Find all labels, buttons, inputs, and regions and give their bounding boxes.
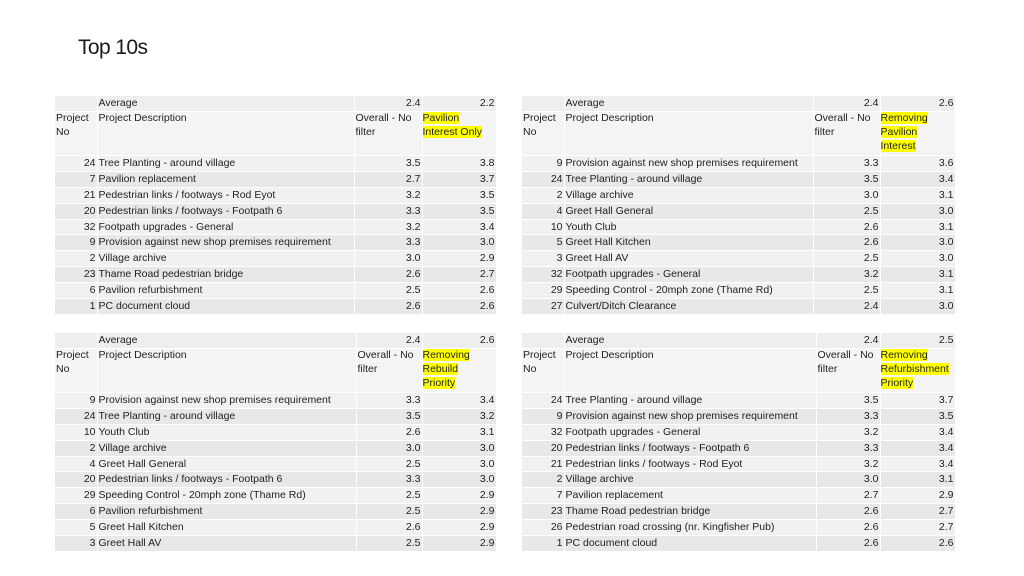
overall-score: 3.3 xyxy=(816,408,880,424)
header-line: Priority xyxy=(422,376,456,389)
table-row xyxy=(522,424,955,440)
project-description: Greet Hall Kitchen xyxy=(564,235,813,251)
scenario-score: 3.1 xyxy=(880,283,955,299)
project-no: 7 xyxy=(55,171,97,187)
project-description: PC document cloud xyxy=(564,536,816,552)
table-row xyxy=(55,392,496,408)
project-no: 4 xyxy=(522,203,564,219)
header-line: Interest Only xyxy=(422,125,483,138)
overall-score: 2.6 xyxy=(813,235,880,251)
header-scenario xyxy=(880,111,955,155)
overall-score: 2.5 xyxy=(356,536,422,552)
column-header-row xyxy=(55,348,496,392)
header-overall-no-filter xyxy=(356,348,422,392)
average-overall: 2.4 xyxy=(354,96,422,111)
table-row xyxy=(55,171,496,187)
project-description: Thame Road pedestrian bridge xyxy=(97,267,354,283)
table-row xyxy=(522,536,955,552)
table-row xyxy=(522,155,955,171)
header-project-description: Project Description xyxy=(564,111,813,155)
scenario-score: 3.1 xyxy=(880,267,955,283)
project-description: Provision against new shop premises requirement xyxy=(97,235,354,251)
scenario-score: 3.8 xyxy=(422,155,496,171)
overall-score: 2.5 xyxy=(813,203,880,219)
column-header-row xyxy=(522,348,955,392)
project-description: Pavilion replacement xyxy=(97,171,354,187)
project-description: Footpath upgrades - General xyxy=(564,267,813,283)
project-no: 10 xyxy=(522,219,564,235)
overall-score: 3.2 xyxy=(354,219,422,235)
table-row xyxy=(522,299,955,315)
project-description: Village archive xyxy=(97,251,354,267)
project-description: Footpath upgrades - General xyxy=(97,219,354,235)
project-description: Speeding Control - 20mph zone (Thame Rd) xyxy=(564,283,813,299)
project-no: 23 xyxy=(522,504,564,520)
project-description: Thame Road pedestrian bridge xyxy=(564,504,816,520)
header-line: No xyxy=(523,125,537,138)
scenario-score: 3.1 xyxy=(880,187,955,203)
header-line: Project xyxy=(523,348,556,361)
overall-score: 2.6 xyxy=(354,299,422,315)
table-row xyxy=(55,155,496,171)
project-description: Pedestrian road crossing (nr. Kingfisher Pub) xyxy=(564,520,816,536)
project-description: Tree Planting - around village xyxy=(97,408,356,424)
project-no: 2 xyxy=(522,472,564,488)
header-scenario-highlight xyxy=(423,112,483,140)
project-no: 26 xyxy=(522,520,564,536)
overall-score: 2.5 xyxy=(813,283,880,299)
project-description: Pedestrian links / footways - Footpath 6 xyxy=(97,203,354,219)
project-description: Tree Planting - around village xyxy=(97,155,354,171)
overall-score: 2.7 xyxy=(354,171,422,187)
overall-score: 2.6 xyxy=(816,536,880,552)
table-row xyxy=(55,283,496,299)
overall-score: 3.3 xyxy=(356,392,422,408)
project-no: 23 xyxy=(55,267,97,283)
top10-table-overall-vs-pavilion-interest xyxy=(55,96,497,315)
average-scenario: 2.5 xyxy=(880,333,955,348)
project-description: Tree Planting - around village xyxy=(564,392,816,408)
header-line: filter xyxy=(814,125,835,138)
scenario-score: 3.1 xyxy=(880,472,955,488)
scenario-score: 2.9 xyxy=(880,488,955,504)
table-row xyxy=(55,424,496,440)
average-spacer-cell xyxy=(522,96,564,111)
scenario-score: 3.7 xyxy=(880,392,955,408)
header-line: filter xyxy=(357,362,378,375)
project-description: Provision against new shop premises requirement xyxy=(564,155,813,171)
overall-score: 2.6 xyxy=(813,219,880,235)
table-row xyxy=(522,472,955,488)
scenario-score: 3.0 xyxy=(422,440,496,456)
project-no: 9 xyxy=(55,392,97,408)
overall-score: 2.6 xyxy=(356,520,422,536)
overall-score: 3.3 xyxy=(354,203,422,219)
overall-score: 2.5 xyxy=(356,456,422,472)
header-overall-no-filter xyxy=(816,348,880,392)
header-scenario xyxy=(422,111,496,155)
table-row xyxy=(55,203,496,219)
average-scenario: 2.6 xyxy=(422,333,496,348)
overall-score: 3.3 xyxy=(816,440,880,456)
header-line: Overall - No xyxy=(357,348,414,361)
overall-score: 3.3 xyxy=(354,235,422,251)
header-line: filter xyxy=(817,362,838,375)
project-description: Greet Hall AV xyxy=(97,536,356,552)
scenario-score: 3.4 xyxy=(422,219,496,235)
project-description: Village archive xyxy=(564,472,816,488)
top10-table-removing-rebuild-priority xyxy=(55,333,497,552)
project-no: 27 xyxy=(522,299,564,315)
scenario-score: 2.7 xyxy=(422,267,496,283)
table-row xyxy=(55,536,496,552)
scenario-score: 3.0 xyxy=(422,456,496,472)
project-no: 24 xyxy=(522,171,564,187)
table-row xyxy=(55,488,496,504)
scenario-score: 3.2 xyxy=(422,408,496,424)
scenario-score: 3.1 xyxy=(880,219,955,235)
project-no: 6 xyxy=(55,283,97,299)
project-no: 32 xyxy=(522,424,564,440)
project-no: 24 xyxy=(55,408,97,424)
header-line: Interest xyxy=(880,139,916,152)
overall-score: 2.5 xyxy=(356,504,422,520)
overall-score: 2.6 xyxy=(356,424,422,440)
overall-score: 2.5 xyxy=(356,488,422,504)
project-description: Village archive xyxy=(564,187,813,203)
header-project-no xyxy=(522,348,564,392)
top10-table-removing-refurbishment-priority xyxy=(522,333,956,552)
overall-score: 3.2 xyxy=(816,456,880,472)
top10-table-removing-pavilion-interest xyxy=(522,96,956,315)
header-line: Overall - No xyxy=(814,111,871,124)
overall-score: 3.5 xyxy=(813,171,880,187)
overall-score: 2.7 xyxy=(816,488,880,504)
scenario-score: 2.7 xyxy=(880,504,955,520)
header-overall-no-filter xyxy=(813,111,880,155)
project-no: 29 xyxy=(522,283,564,299)
average-overall: 2.4 xyxy=(356,333,422,348)
overall-score: 3.2 xyxy=(813,267,880,283)
scenario-score: 3.0 xyxy=(880,299,955,315)
project-no: 2 xyxy=(522,187,564,203)
table-row xyxy=(522,219,955,235)
project-no: 1 xyxy=(55,299,97,315)
header-project-no xyxy=(55,348,97,392)
project-description: Pavilion refurbishment xyxy=(97,283,354,299)
project-no: 24 xyxy=(55,155,97,171)
project-description: Speeding Control - 20mph zone (Thame Rd) xyxy=(97,488,356,504)
scenario-score: 3.0 xyxy=(422,472,496,488)
overall-score: 3.3 xyxy=(813,155,880,171)
header-line: Overall - No xyxy=(817,348,874,361)
overall-score: 3.3 xyxy=(356,472,422,488)
table-row xyxy=(55,251,496,267)
header-overall-no-filter xyxy=(354,111,422,155)
project-no: 21 xyxy=(522,456,564,472)
table-row xyxy=(522,520,955,536)
scenario-score: 3.4 xyxy=(880,456,955,472)
scenario-score: 3.5 xyxy=(880,408,955,424)
project-no: 2 xyxy=(55,440,97,456)
scenario-score: 3.5 xyxy=(422,187,496,203)
project-no: 20 xyxy=(55,203,97,219)
header-line: Removing xyxy=(880,348,928,361)
project-no: 2 xyxy=(55,251,97,267)
header-project-description: Project Description xyxy=(564,348,816,392)
header-scenario-highlight xyxy=(423,349,470,391)
scenario-score: 2.9 xyxy=(422,251,496,267)
project-no: 9 xyxy=(522,408,564,424)
header-line: Pavilion xyxy=(880,125,918,138)
table-row xyxy=(55,520,496,536)
scenario-score: 3.5 xyxy=(422,203,496,219)
header-line: Removing xyxy=(880,111,928,124)
project-no: 5 xyxy=(55,520,97,536)
scenario-score: 3.0 xyxy=(422,235,496,251)
overall-score: 2.6 xyxy=(816,504,880,520)
header-line: Pavilion xyxy=(422,111,460,124)
table-row xyxy=(522,251,955,267)
scenario-score: 3.4 xyxy=(880,440,955,456)
header-line: Project xyxy=(56,111,89,124)
project-description: Tree Planting - around village xyxy=(564,171,813,187)
project-no: 32 xyxy=(522,267,564,283)
project-description: Pavilion replacement xyxy=(564,488,816,504)
header-line: No xyxy=(56,362,70,375)
scenario-score: 3.0 xyxy=(880,203,955,219)
table-row xyxy=(522,392,955,408)
project-no: 7 xyxy=(522,488,564,504)
average-row xyxy=(522,96,955,111)
overall-score: 2.4 xyxy=(813,299,880,315)
project-description: Pedestrian links / footways - Rod Eyot xyxy=(97,187,354,203)
project-no: 6 xyxy=(55,504,97,520)
project-no: 1 xyxy=(522,536,564,552)
header-line: Project xyxy=(523,111,556,124)
column-header-row xyxy=(522,111,955,155)
average-spacer-cell xyxy=(55,96,97,111)
scenario-score: 2.9 xyxy=(422,488,496,504)
project-description: PC document cloud xyxy=(97,299,354,315)
average-label: Average xyxy=(97,96,354,111)
table-row xyxy=(522,283,955,299)
overall-score: 3.0 xyxy=(813,187,880,203)
table-row xyxy=(522,187,955,203)
table-row xyxy=(522,504,955,520)
table-row xyxy=(55,408,496,424)
project-no: 20 xyxy=(522,440,564,456)
project-description: Greet Hall AV xyxy=(564,251,813,267)
scenario-score: 3.0 xyxy=(880,251,955,267)
average-spacer-cell xyxy=(55,333,97,348)
overall-score: 3.0 xyxy=(354,251,422,267)
scenario-score: 3.6 xyxy=(880,155,955,171)
header-project-description: Project Description xyxy=(97,111,354,155)
project-description: Footpath upgrades - General xyxy=(564,424,816,440)
project-no: 20 xyxy=(55,472,97,488)
scenario-score: 2.9 xyxy=(422,536,496,552)
table-row xyxy=(55,267,496,283)
project-description: Village archive xyxy=(97,440,356,456)
header-project-no xyxy=(55,111,97,155)
scenario-score: 3.4 xyxy=(880,171,955,187)
project-description: Greet Hall Kitchen xyxy=(97,520,356,536)
overall-score: 3.0 xyxy=(816,472,880,488)
scenario-score: 2.6 xyxy=(422,299,496,315)
overall-score: 2.6 xyxy=(354,267,422,283)
header-line: Priority xyxy=(880,376,914,389)
project-no: 9 xyxy=(55,235,97,251)
table-row xyxy=(55,504,496,520)
table-row xyxy=(55,472,496,488)
project-description: Greet Hall General xyxy=(564,203,813,219)
overall-score: 3.0 xyxy=(356,440,422,456)
scenario-score: 3.1 xyxy=(422,424,496,440)
table-row xyxy=(55,235,496,251)
average-row xyxy=(55,96,496,111)
header-project-no xyxy=(522,111,564,155)
header-line: Project xyxy=(56,348,89,361)
scenario-score: 3.4 xyxy=(880,424,955,440)
scenario-score: 2.6 xyxy=(880,536,955,552)
scenario-score: 2.7 xyxy=(880,520,955,536)
project-description: Pedestrian links / footways - Footpath 6 xyxy=(97,472,356,488)
table-row xyxy=(55,299,496,315)
project-no: 3 xyxy=(522,251,564,267)
project-description: Greet Hall General xyxy=(97,456,356,472)
header-scenario xyxy=(880,348,955,392)
header-scenario-highlight xyxy=(881,112,928,154)
header-project-description: Project Description xyxy=(97,348,356,392)
table-row xyxy=(522,235,955,251)
header-line: Overall - No xyxy=(355,111,412,124)
project-description: Pedestrian links / footways - Footpath 6 xyxy=(564,440,816,456)
header-line: No xyxy=(523,362,537,375)
project-description: Provision against new shop premises requirement xyxy=(564,408,816,424)
table-row xyxy=(522,488,955,504)
project-no: 9 xyxy=(522,155,564,171)
project-no: 10 xyxy=(55,424,97,440)
header-line: filter xyxy=(355,125,376,138)
scenario-score: 3.4 xyxy=(422,392,496,408)
project-description: Provision against new shop premises requirement xyxy=(97,392,356,408)
project-description: Youth Club xyxy=(564,219,813,235)
table-row xyxy=(522,408,955,424)
average-row xyxy=(522,333,955,348)
project-description: Pavilion refurbishment xyxy=(97,504,356,520)
header-line: Rebuild xyxy=(422,362,459,375)
average-overall: 2.4 xyxy=(813,96,880,111)
scenario-score: 2.6 xyxy=(422,283,496,299)
average-scenario: 2.6 xyxy=(880,96,955,111)
table-row xyxy=(522,440,955,456)
overall-score: 3.2 xyxy=(354,187,422,203)
overall-score: 3.2 xyxy=(816,424,880,440)
scenario-score: 2.9 xyxy=(422,520,496,536)
overall-score: 2.6 xyxy=(816,520,880,536)
table-row xyxy=(55,440,496,456)
table-row xyxy=(522,456,955,472)
average-label: Average xyxy=(564,333,816,348)
project-no: 24 xyxy=(522,392,564,408)
project-description: Culvert/Ditch Clearance xyxy=(564,299,813,315)
scenario-score: 3.0 xyxy=(880,235,955,251)
project-no: 32 xyxy=(55,219,97,235)
overall-score: 3.5 xyxy=(816,392,880,408)
overall-score: 3.5 xyxy=(356,408,422,424)
header-line: No xyxy=(56,125,70,138)
project-no: 4 xyxy=(55,456,97,472)
project-no: 5 xyxy=(522,235,564,251)
header-scenario-highlight xyxy=(881,349,949,391)
slide-title: Top 10s xyxy=(78,36,148,59)
scenario-score: 3.7 xyxy=(422,171,496,187)
project-no: 21 xyxy=(55,187,97,203)
average-label: Average xyxy=(97,333,356,348)
average-label: Average xyxy=(564,96,813,111)
average-spacer-cell xyxy=(522,333,564,348)
column-header-row xyxy=(55,111,496,155)
project-no: 3 xyxy=(55,536,97,552)
header-line: Removing xyxy=(422,348,470,361)
average-scenario: 2.2 xyxy=(422,96,496,111)
table-row xyxy=(55,456,496,472)
project-description: Pedestrian links / footways - Rod Eyot xyxy=(564,456,816,472)
table-row xyxy=(522,267,955,283)
overall-score: 3.5 xyxy=(354,155,422,171)
project-no: 29 xyxy=(55,488,97,504)
project-description: Youth Club xyxy=(97,424,356,440)
overall-score: 2.5 xyxy=(354,283,422,299)
average-row xyxy=(55,333,496,348)
average-overall: 2.4 xyxy=(816,333,880,348)
overall-score: 2.5 xyxy=(813,251,880,267)
table-row xyxy=(55,187,496,203)
table-row xyxy=(522,171,955,187)
header-line: Refurbishment xyxy=(880,362,949,375)
table-row xyxy=(522,203,955,219)
table-row xyxy=(55,219,496,235)
header-scenario xyxy=(422,348,496,392)
scenario-score: 2.9 xyxy=(422,504,496,520)
